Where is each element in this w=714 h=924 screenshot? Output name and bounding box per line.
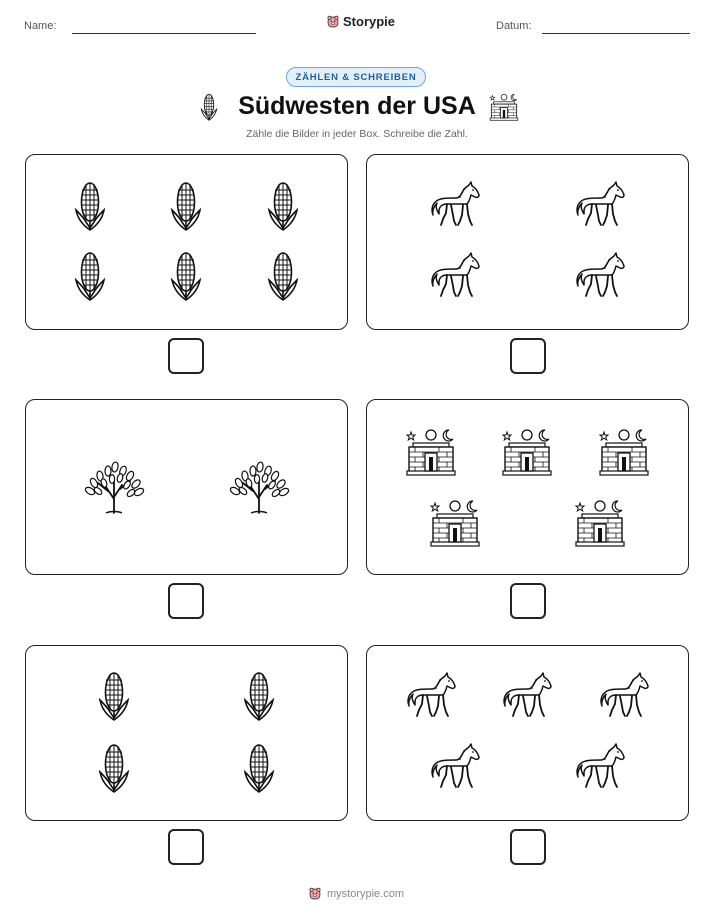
counting-box-2 [366,154,689,330]
pueblo-icon [489,92,519,122]
horse-icon [429,181,481,229]
mascot-icon [326,15,340,29]
page-title: Südwesten der USA [238,92,476,120]
horse-icon [574,743,626,791]
corn-icon [94,670,134,722]
mascot-icon [308,887,322,901]
footer [308,887,404,901]
horse-icon [405,672,457,720]
answer-box-1[interactable] [168,338,204,374]
pueblo-icon [429,498,481,548]
horse-icon [574,252,626,300]
pueblo-icon [501,427,553,477]
corn-icon [70,250,110,302]
name-label: Name: [24,20,57,32]
footer-url[interactable]: mystorypie.com [327,888,405,900]
pueblo-icon [598,427,650,477]
horse-icon [429,252,481,300]
answer-box-5[interactable] [168,829,204,865]
horse-icon [574,181,626,229]
sagebrush-icon [82,459,146,515]
counting-box-4 [366,399,689,575]
horse-icon [598,672,650,720]
brand-name: Storypie [343,14,396,29]
sagebrush-icon [227,459,291,515]
brand-logo [326,14,395,29]
answer-box-6[interactable] [510,829,546,865]
horse-icon [429,743,481,791]
horse-icon [501,672,553,720]
corn-icon [166,180,206,232]
corn-icon [70,180,110,232]
corn-icon [166,250,206,302]
counting-box-5 [25,645,348,821]
pueblo-icon [405,427,457,477]
date-line[interactable] [542,33,690,34]
name-line[interactable] [72,33,256,34]
topic-badge: ZÄHLEN & SCHREIBEN [286,67,426,87]
corn-icon [239,742,279,794]
answer-box-4[interactable] [510,583,546,619]
corn-icon [263,180,303,232]
pueblo-icon [574,498,626,548]
instructions: Zähle die Bilder in jeder Box. Schreibe die Zahl. [246,128,468,140]
counting-box-3 [25,399,348,575]
corn-icon [239,670,279,722]
date-label: Datum: [496,20,532,32]
corn-icon [263,250,303,302]
corn-icon [94,742,134,794]
answer-box-3[interactable] [168,583,204,619]
answer-box-2[interactable] [510,338,546,374]
